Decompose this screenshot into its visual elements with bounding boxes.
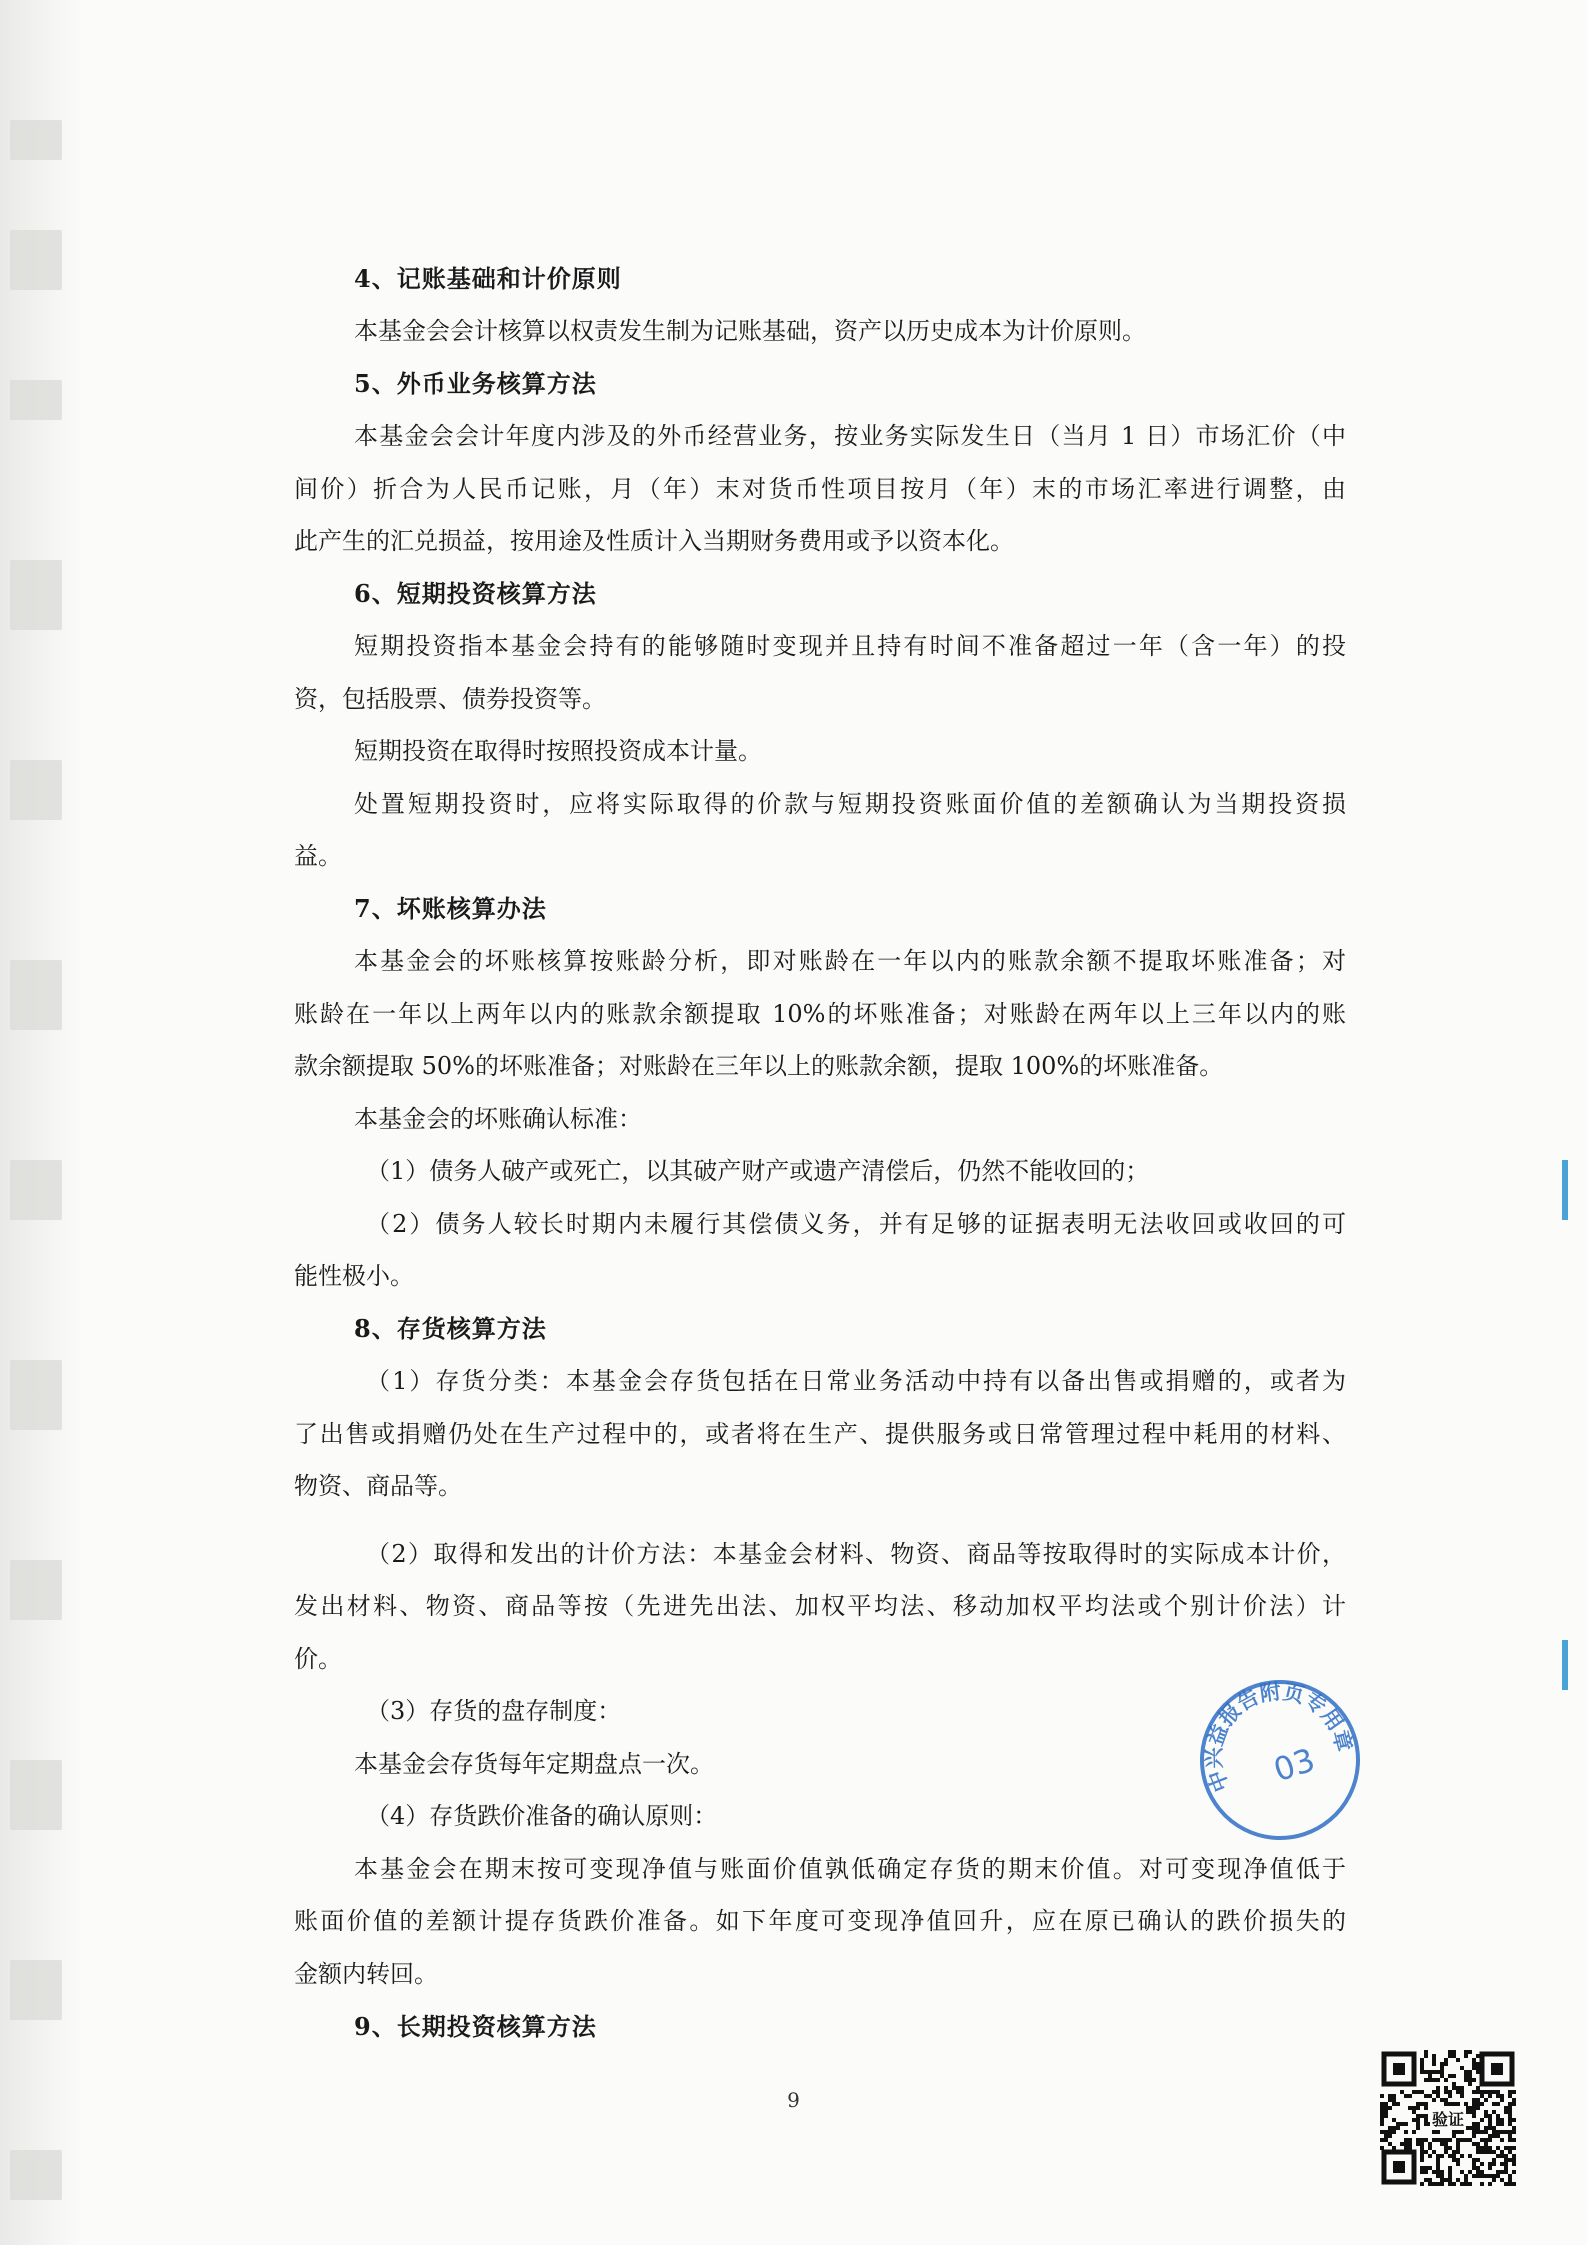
list-item: （2）债务人较长时期内未履行其偿债义务，并有足够的证据表明无法收回或收回的可 xyxy=(366,1210,1346,1238)
section-heading: 6、短期投资核算方法 xyxy=(354,579,597,608)
paragraph-line: 能性极小。 xyxy=(294,1262,414,1290)
list-item: （1）债务人破产或死亡，以其破产财产或遗产清偿后，仍然不能收回的； xyxy=(366,1157,1150,1185)
paragraph-line: 益。 xyxy=(294,842,342,870)
list-item: （2）取得和发出的计价方法：本基金会材料、物资、商品等按取得时的实际成本计价， xyxy=(366,1540,1346,1568)
section-heading: 9、长期投资核算方法 xyxy=(354,2012,597,2041)
paragraph-line: 本基金会会计核算以权责发生制为记账基础，资产以历史成本为计价原则。 xyxy=(354,317,1146,345)
paragraph-line: 本基金会的坏账核算按账龄分析，即对账龄在一年以内的账款余额不提取坏账准备；对 xyxy=(354,947,1346,975)
paragraph-line: 此产生的汇兑损益，按用途及性质计入当期财务费用或予以资本化。 xyxy=(294,527,1014,555)
paragraph-line: 物资、商品等。 xyxy=(294,1472,462,1500)
paragraph-line: 金额内转回。 xyxy=(294,1960,438,1988)
svg-text:验证: 验证 xyxy=(1431,2110,1465,2129)
paragraph-line: 处置短期投资时，应将实际取得的价款与短期投资账面价值的差额确认为当期投资损 xyxy=(354,790,1346,818)
section-heading: 7、坏账核算办法 xyxy=(354,894,547,923)
section-heading: 4、记账基础和计价原则 xyxy=(354,264,622,293)
binding-strip xyxy=(0,0,82,2245)
paragraph-line: 发出材料、物资、商品等按（先进先出法、加权平均法、移动加权平均法或个别计价法）计 xyxy=(294,1592,1346,1620)
paragraph-line: 短期投资在取得时按照投资成本计量。 xyxy=(354,737,762,765)
edge-mark xyxy=(1562,1640,1568,1690)
paragraph-line: 本基金会的坏账确认标准： xyxy=(354,1105,642,1133)
list-item: （1）存货分类：本基金会存货包括在日常业务活动中持有以备出售或捐赠的，或者为 xyxy=(366,1367,1346,1395)
paragraph-line: 了出售或捐赠仍处在生产过程中的，或者将在生产、提供服务或日常管理过程中耗用的材料、 xyxy=(294,1420,1346,1448)
section-heading: 5、外币业务核算方法 xyxy=(354,369,597,398)
svg-text:03: 03 xyxy=(1268,1740,1320,1790)
edge-mark xyxy=(1562,1160,1568,1220)
paragraph-line: 款余额提取 50%的坏账准备；对账龄在三年以上的账款余额，提取 100%的坏账准备。 xyxy=(294,1052,1224,1080)
paragraph-line: 本基金会在期末按可变现净值与账面价值孰低确定存货的期末价值。对可变现净值低于 xyxy=(354,1855,1346,1883)
paragraph-line: 短期投资指本基金会持有的能够随时变现并且持有时间不准备超过一年（含一年）的投 xyxy=(354,632,1346,660)
paragraph-line: 价。 xyxy=(294,1645,342,1673)
list-item: （4）存货跌价准备的确认原则： xyxy=(366,1802,718,1830)
paragraph-line: 本基金会会计年度内涉及的外币经营业务，按业务实际发生日（当月 1 日）市场汇价（中 xyxy=(354,422,1346,450)
qr-code-icon xyxy=(1380,2050,1516,2186)
paragraph-line: 账龄在一年以上两年以内的账款余额提取 10%的坏账准备；对账龄在两年以上三年以内的账 xyxy=(294,1000,1346,1028)
paragraph-line: 本基金会存货每年定期盘点一次。 xyxy=(354,1750,714,1778)
seal-stamp-icon xyxy=(1196,1676,1364,1844)
paragraph-line: 资，包括股票、债券投资等。 xyxy=(294,685,606,713)
list-item: （3）存货的盘存制度： xyxy=(366,1697,622,1725)
paragraph-line: 账面价值的差额计提存货跌价准备。如下年度可变现净值回升，应在原已确认的跌价损失的 xyxy=(294,1907,1346,1935)
section-heading: 8、存货核算方法 xyxy=(354,1314,547,1343)
paragraph-line: 间价）折合为人民币记账，月（年）末对货币性项目按月（年）末的市场汇率进行调整，由 xyxy=(294,475,1346,503)
svg-text:中兴益报告附页专用章: 中兴益报告附页专用章 xyxy=(1201,1679,1357,1796)
page-number: 9 xyxy=(787,2088,800,2112)
